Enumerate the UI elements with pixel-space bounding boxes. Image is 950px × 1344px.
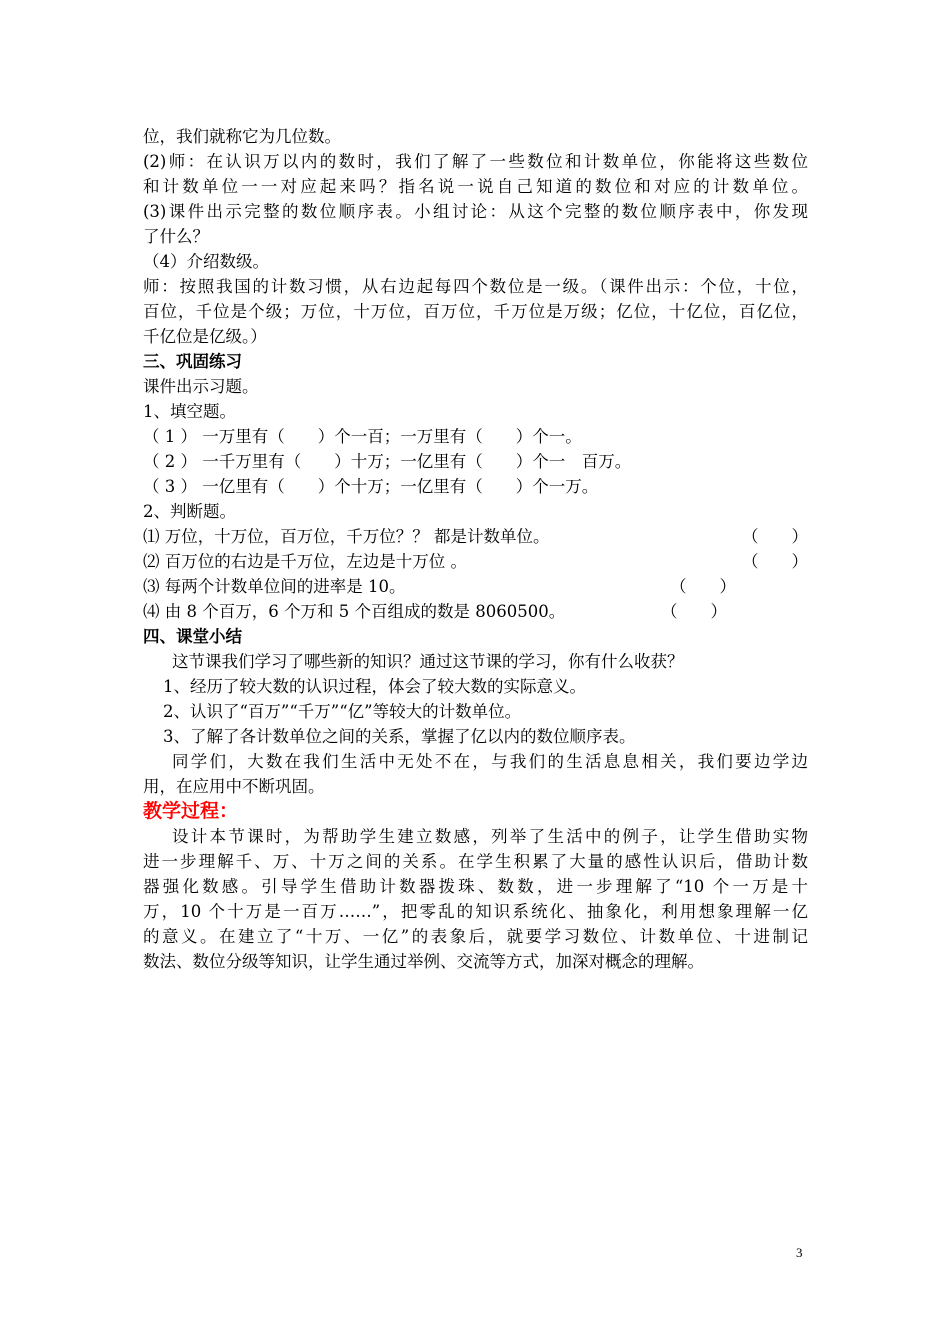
summary-point: 2、认识了“百万”“千万”“亿”等较大的计数单位。 (163, 702, 522, 721)
answer-blank: （ ） (742, 527, 808, 546)
summary-closing: 同学们，大数在我们生活中无处不在，与我们的生活息息相关，我们要边学边 (172, 752, 808, 771)
page-number: 3 (796, 1245, 803, 1260)
text-line: 和计数单位一一对应起来吗？指名说一说自己知道的数位和对应的计数单位。 (143, 177, 808, 196)
text-line: 师：按照我国的计数习惯，从右边起每四个数位是一级。（课件出示：个位，十位， (143, 277, 808, 296)
fill-in-item: （ 2 ） 一千万里有（ ）十万；一亿里有（ ）个一 百万。 (143, 452, 632, 471)
text-line: 位，我们就称它为几位数。 (143, 127, 341, 146)
text-line: (3)课件出示完整的数位顺序表。小组讨论：从这个完整的数位顺序表中，你发现 (143, 202, 808, 221)
fill-in-item: （ 1 ） 一万里有（ ）个一百；一万里有（ ）个一。 (143, 427, 582, 446)
judge-item: ⑶ 每两个计数单位间的进率是 10。 (143, 577, 406, 596)
process-line: 设计本节课时，为帮助学生建立数感，列举了生活中的例子，让学生借助实物 (172, 827, 808, 846)
text-line: （4）介绍数级。 (143, 252, 269, 271)
text-line: (2)师：在认识万以内的数时，我们了解了一些数位和计数单位，你能将这些数位 (143, 152, 808, 171)
summary-closing: 用，在应用中不断巩固。 (143, 777, 325, 796)
process-line: 器强化数感。引导学生借助计数器拨珠、数数，进一步理解了“10 个一万是十 (143, 877, 808, 896)
section-intro: 课件出示习题。 (143, 377, 259, 396)
section-heading-practice: 三、巩固练习 (143, 352, 242, 371)
judge-item: ⑴ 万位，十万位，百万位，千万位？？ 都是计数单位。 (143, 527, 550, 546)
text-line: 百位，千位是个级；万位，十万位，百万位，千万位是万级；亿位，十亿位，百亿位， (143, 302, 808, 321)
answer-blank: （ ） (661, 602, 727, 621)
summary-question: 这节课我们学习了哪些新的知识？通过这节课的学习，你有什么收获？ (172, 652, 684, 671)
process-line: 万，10 个十万是一百万……”，把零乱的知识系统化、抽象化，利用想象理解一亿 (143, 902, 808, 921)
fill-in-item: （ 3 ） 一亿里有（ ）个十万；一亿里有（ ）个一万。 (143, 477, 599, 496)
text-line: 了什么？ (143, 227, 209, 246)
summary-point: 1、经历了较大数的认识过程，体会了较大数的实际意义。 (163, 677, 586, 696)
judge-item: ⑷ 由 8 个百万，6 个万和 5 个百组成的数是 8060500。 (143, 602, 566, 621)
process-line: 的意义。在建立了“十万、一亿”的表象后，就要学习数位、计数单位、十进制记 (143, 927, 808, 946)
judge-item: ⑵ 百万位的右边是千万位，左边是十万位 。 (143, 552, 467, 571)
answer-blank: （ ） (742, 552, 808, 571)
process-line: 数法、数位分级等知识，让学生通过举例、交流等方式，加深对概念的理解。 (143, 952, 704, 971)
text-line: 千亿位是亿级。） (143, 327, 267, 346)
summary-point: 3、了解了各计数单位之间的关系，掌握了亿以内的数位顺序表。 (163, 727, 636, 746)
process-line: 进一步理解千、万、十万之间的关系。在学生积累了大量的感性认识后，借助计数 (143, 852, 808, 871)
answer-blank: （ ） (670, 577, 736, 596)
judge-title: 2、判断题。 (143, 502, 236, 521)
teaching-process-heading: 教学过程： (143, 800, 239, 822)
section-heading-summary: 四、课堂小结 (143, 627, 242, 646)
fill-in-title: 1、填空题。 (143, 402, 236, 421)
